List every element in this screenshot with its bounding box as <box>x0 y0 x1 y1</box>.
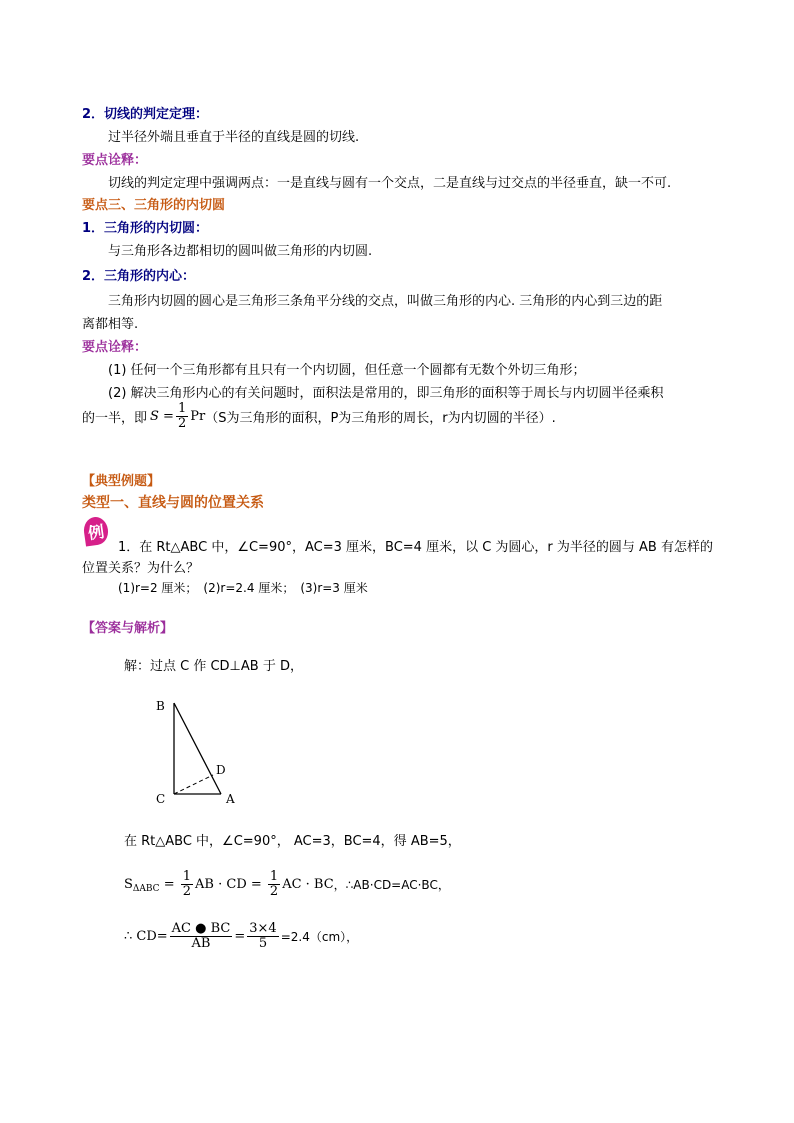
question-line2: 位置关系？为什么？ <box>82 561 200 576</box>
side-ab <box>174 703 221 794</box>
step3-frac2 <box>247 922 278 950</box>
section2-note-label: 要点诠释： <box>82 153 148 168</box>
solution-step1: 在 Rt△ABC 中，∠C=90°， AC=3，BC=4，得 AB=5， <box>124 834 461 849</box>
note2-prefix: 的一半，即 <box>82 410 148 426</box>
step2-frac1-den: 2 <box>182 883 192 899</box>
step3-post: =2.4（cm）， <box>280 929 359 944</box>
step2-frac2-num: 1 <box>269 869 279 884</box>
section3-title: 要点三、三角形的内切圆 <box>82 198 226 213</box>
step2-eq1: = <box>159 876 179 892</box>
formula-frac-num: 1 <box>177 401 187 416</box>
note2-suffix: （S为三角形的面积，P为三角形的周长，r为内切圆的半径）. <box>205 410 556 426</box>
step2-s: S <box>124 876 133 892</box>
step3-frac1 <box>170 922 233 950</box>
section2-note-body: 切线的判定定理中强调两点：一是直线与圆有一个交点，二是直线与过交点的半径垂直，缺一不可. <box>108 176 672 191</box>
step2-frac2 <box>268 870 280 898</box>
step2-mid: AB · CD = <box>195 876 266 892</box>
section3-note2-line1: (2) 解决三角形内心的有关问题时，面积法是常用的，即三角形的面积等于周长与内切圆半径乘积 <box>108 386 664 401</box>
solution-step2 <box>124 870 450 898</box>
answer-heading: 【答案与解析】 <box>82 621 174 636</box>
segment-cd <box>174 775 213 794</box>
step2-frac1-num: 1 <box>182 869 192 884</box>
section3-note-label: 要点诠释： <box>82 340 148 355</box>
section3-item1-body: 与三角形各边都相切的圆叫做三角形的内切圆. <box>108 244 373 259</box>
step2-frac1 <box>181 870 193 898</box>
question-line1: 1．在 Rt△ABC 中，∠C=90°，AC=3 厘米，BC=4 厘米，以 C 为圆心，r 为半径的圆与 AB 有怎样的 <box>118 540 713 555</box>
solution-step3 <box>124 922 358 950</box>
section3-item2-heading: 2．三角形的内心： <box>82 269 196 284</box>
section2-body: 过半径外端且垂直于半径的直线是圆的切线. <box>108 130 360 145</box>
formula-frac-den: 2 <box>177 415 187 431</box>
label-b: B <box>156 699 165 713</box>
examples-heading: 【典型例题】 <box>82 474 161 489</box>
formula-rhs: Pr <box>190 408 206 424</box>
step3-frac1-den: AB <box>191 935 211 951</box>
step3-pre: ∴ CD= <box>124 928 168 944</box>
step2-rhs: AC · BC <box>282 876 334 892</box>
section3-item1-heading: 1．三角形的内切圆： <box>82 221 209 236</box>
step3-frac2-den: 5 <box>258 935 268 951</box>
question-parts: (1)r=2 厘米； (2)r=2.4 厘米； (3)r=3 厘米 <box>118 581 368 595</box>
step2-subscript: ΔABC <box>132 884 160 895</box>
section3-note1: (1) 任何一个三角形都有且只有一个内切圆，但任意一个圆都有无数个外切三角形； <box>108 363 586 378</box>
section3-item2-body-line1: 三角形内切圆的圆心是三角形三条角平分线的交点，叫做三角形的内心. 三角形的内心到三边的距 <box>108 294 663 309</box>
step3-frac1-num: AC ● BC <box>171 921 231 936</box>
formula-lhs: S = <box>150 408 174 424</box>
section3-note2-line2 <box>82 402 556 430</box>
step3-frac2-num: 3×4 <box>249 921 277 936</box>
triangle-figure <box>150 695 250 810</box>
label-c: C <box>156 792 166 806</box>
type1-title: 类型一、直线与圆的位置关系 <box>82 495 264 511</box>
step2-tail: ，∴AB·CD=AC·BC， <box>333 877 450 892</box>
formula-fraction <box>176 402 188 430</box>
label-a: A <box>226 792 235 806</box>
section3-item2-body-line2: 离都相等. <box>82 317 139 332</box>
example-badge <box>84 517 108 545</box>
section2-heading: 2．切线的判定定理： <box>82 107 209 122</box>
step2-frac2-den: 2 <box>269 883 279 899</box>
label-d: D <box>216 763 226 777</box>
step3-eq: = <box>234 928 246 944</box>
solution-intro: 解：过点 C 作 CD⊥AB 于 D， <box>124 659 303 674</box>
example-badge-icon: 例 <box>82 515 110 546</box>
